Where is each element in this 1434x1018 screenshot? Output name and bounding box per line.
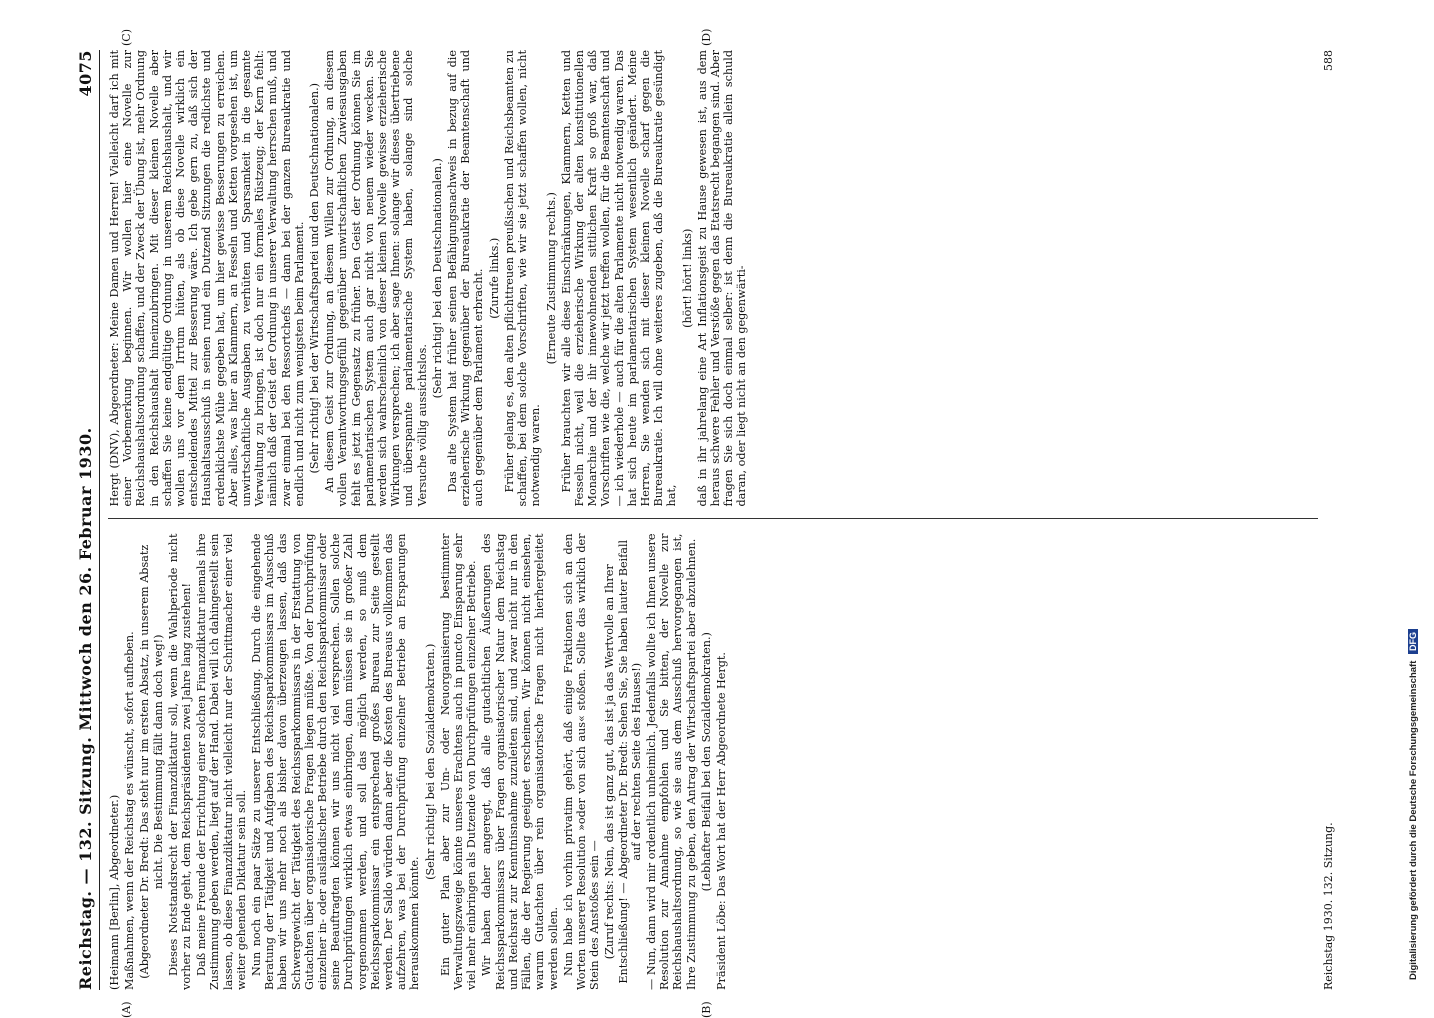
paragraph: Früher brauchten wir alle diese Einschränkungen, Klammern, Ketten und Fesseln nicht, weil die erzieherische Wirkung der alten konstitutionellen Monarchie und der ihr innewohnenden sittlichen Kraft so groß war, daß Vorschriften wie die, welche wir jetzt treffen wollen, für die Beamtenschaft und — ich wiederhole — auch für die alten Parlamente nicht notwendig waren. Das hat sich heute im parlamentarischen System wesentlich geändert. Meine Herren, Sie wenden sich mit dieser kleinen Novelle scharf gegen die Bureaukratie. Ich will ohne weiteres zugeben, daß die Bureaukratie gesündigt hat, bbox=[559, 50, 679, 507]
paragraph: (Abgeordneter Dr. Bredt: Das steht nur im ersten Absatz, in unserem Absatz nicht. Die Bestimmung fällt dann doch weg!) bbox=[138, 544, 165, 979]
paragraph: (Lebhafter Beifall bei den Sozialdemokraten.) bbox=[699, 632, 713, 892]
page-number: 4075 bbox=[76, 50, 95, 97]
paragraph: Daß meine Freunde der Errichtung einer solchen Finanzdiktatur niemals ihre Zustimmung geben werden, liegt auf der Hand. Dabei will ich dahingestellt sein lassen, ob diese Finanzdiktatur nicht vielleicht nur der Schrittmacher einer viel weiter gehenden Diktatur sein soll. bbox=[195, 533, 248, 990]
paragraph: Nun noch ein paar Sätze zu unserer Entschließung. Durch die eingehende Beratung der Tätigkeit und Aufgaben des Reichssparkommissars im Ausschuß haben wir uns mehr noch als bisher davon überzeugen lassen, daß das Schwergewicht der Tätigkeit des Reichssparkommissars in der Erstattung von Gutachten über organisatorische Fragen liegen müßte. Von der Durchprüfung einzelner in- oder ausländischer Betriebe durch den Reichssparkommissar oder seine Beauftragten können wir uns nicht viel versprechen. Sollen solche Durchprüfungen wirklich etwas einbringen, dann müssen sie in großer Zahl vorgenommen werden, und soll das möglich werden, so muß dem Reichssparkommissar ein entsprechend großes Bureau zur Seite gestellt werden. Der Saldo würden dann aber die Kosten des Bureaus vollkommen das aufzehren, was bei der Durchprüfung einzelner Betriebe an Ersparungen herauskommen könnte. bbox=[250, 533, 422, 990]
header-title: Reichstag. — 132. Sitzung. Mittwoch den 26. Februar 1930. bbox=[76, 427, 95, 990]
page-footer bbox=[1322, 50, 1335, 990]
paragraph: Ein guter Plan aber zur Um- oder Neuorganisierung bestimmter Verwaltungszweige könnte unseres Erachtens auch in puncto Einsparung sehr viel mehr einbringen als Dutzende von Durchprüfungen einzelner Betriebe. bbox=[438, 533, 479, 990]
left-column bbox=[108, 534, 1318, 991]
margin-marker-d: (D) bbox=[700, 28, 713, 46]
paragraph: Wir haben daher angeregt, daß alle gutachtlichen Äußerungen des Reichssparkommissars über Fragen organisatorischer Natur dem Reichstag und Reichsrat zur Kenntnisnahme zuzuleiten sind, und zwar nicht nur in den Fällen, die der Regierung geeignet erscheinen. Wir können nicht einsehen, warum Gutachten über rein organisatorische Fragen nicht hierhergeleitet werden sollen. bbox=[480, 533, 560, 990]
paragraph: An diesem Geist zur Ordnung, an diesem Willen zur Ordnung, an diesem vollen Verantwortungsgefühl gegenüber unwirtschaftlichen Zuwiesausgaben fehlt es jetzt im Gegensatz zu früher. Den Geist der Ordnung können Sie im parlamentarischen System auch gar nicht von neuem wieder wecken. Sie werden sich wahrscheinlich von dieser kleinen Novelle gewisse erzieherische Wirkungen versprechen; ich aber sage Ihnen: solange wir dieses übertriebene und überspannte parlamentarische System haben, solange sind solche Versuche völlig aussichtslos. bbox=[323, 50, 429, 507]
paragraph: daß in ihr jahrelang eine Art Inflationsgeist zu Hause gewesen ist, aus dem heraus schwere Fehler und Verstöße gegen das Etatsrecht begangen sind. Aber fragen Sie sich doch einmal selber: ist denn die Bureaukratie allein schuld daran, oder liegt nicht an den gegenwärti- bbox=[695, 50, 749, 507]
paragraph: (Erneute Zustimmung rechts.) bbox=[544, 192, 558, 365]
footer-left: Reichstag 1930. 132. Sitzung. bbox=[1322, 822, 1335, 990]
paragraph: (hört! hört! links) bbox=[680, 228, 694, 328]
paragraph: Früher gelang es, den alten pflichttreuen preußischen und Reichsbeamten zu schaffen, bei dem solche Vorschriften, wie wir sie jetzt schaffen wollen, nicht notwendig waren. bbox=[502, 50, 543, 507]
margin-marker-a: (A) bbox=[120, 1001, 133, 1018]
rotated-document-page bbox=[60, 28, 1400, 1018]
paragraph: (Sehr richtig! bei der Wirtschaftspartei und den Deutschnationalen.) bbox=[308, 82, 322, 474]
margin-marker-c: (C) bbox=[120, 29, 133, 46]
paragraph: — Nun, dann wird mir ordentlich unheimlich. Jedenfalls wollte ich Ihnen unsere Resolution zur Annahme empfohlen und Sie bitten, der Novelle zur Reichshaushaltsordnung, so wie sie aus dem Ausschuß hervorgegangen ist, Ihre Zustimmung zu geben, den Antrag der Wirtschaftspartei aber abzulehnen. bbox=[644, 533, 698, 990]
footer-sheet-number: 588 bbox=[1322, 50, 1335, 71]
paragraph: Nun habe ich vorhin privatim gehört, daß einige Fraktionen sich an den Worten unserer Resolution »oder von sich aus« stoßen. Sollte das wirklich der Stein des Anstoßes sein — bbox=[561, 533, 602, 990]
text-columns bbox=[108, 50, 1318, 990]
paragraph: Dieses Notstandsrecht der Finanzdiktatur soll, wenn die Wahlperiode nicht vorher zu Ende geht, dem Reichspräsidenten zwei Jahre lang zustehen! bbox=[166, 533, 194, 990]
right-column bbox=[108, 50, 1318, 520]
funding-note bbox=[1408, 20, 1434, 980]
funding-text: Digitalisierung gefördert durch die Deutsche Forschungsgemeinschaft bbox=[1408, 660, 1419, 980]
page-header bbox=[60, 50, 100, 990]
paragraph: (Sehr richtig! bei den Sozialdemokraten.) bbox=[423, 643, 437, 880]
paragraph: Maßnahmen, wenn der Reichstag es wünscht, sofort aufheben. bbox=[123, 631, 137, 990]
margin-marker-b: (B) bbox=[700, 1001, 713, 1018]
paragraph: (Zuruf rechts: Nein, das ist ganz gut, das ist ja das Wertvolle an Ihrer Entschließung! — Abgeordneter Dr. Bredt: Sehen Sie, Sie haben lauter Beifall auf der rechten Seite des Hauses!) bbox=[603, 539, 643, 984]
paragraph: Präsident Löbe: Das Wort hat der Herr Abgeordnete Hergt. bbox=[714, 652, 728, 990]
paragraph: (Sehr richtig! bei den Deutschnationalen.) bbox=[430, 158, 444, 399]
paragraph: Das alte System hat früher seinen Befähigungsnachweis in bezug auf die erzieherische Wirkung gegenüber der Bureaukratie der Beamtenschaft und auch gegenüber dem Parlament erbracht. bbox=[446, 50, 486, 507]
paragraph: Hergt (DNV), Abgeordneter: Meine Damen und Herren! Vielleicht darf ich mit einer Vorbemerkung beginnen. Wir wollen hier eine Novelle zur Reichshaushaltsordnung schaffen, und der Zweck der Übung ist, mehr Ordnung in den Reichshaushalt hineinzubringen. Mit dieser kleinen Novelle aber schaffen Sie keine endgültige Ordnung in unserem Reichshaushalt, und wir wollen uns vor dem Irrtum hüten, als ob diese Novelle wirklich ein entscheidendes Mittel zur Besserung wäre. Ich gebe gern zu, daß sich der Haushaltsausschuß in seinen rund ein Dutzend Sitzungen die redlichste und erdenklichste Mühe gegeben hat, um hier gewisse Besserungen zu erreichen. Aber alles, was hier an Klammern, an Fesseln und Ketten vorgesehen ist, um unwirtschaftliche Ausgaben zu verhüten und Sparsamkeit in die gesamte Verwaltung zu bringen, ist doch nur ein formales Rüstzeug; der Kern fehlt: nämlich daß der Geist der Ordnung in unserer Verwaltung herrschen muß, und zwar einmal bei den Ressortchefs — dann bei der ganzen Bureaukratie und endlich und nicht zum wenigsten beim Parlament. bbox=[108, 50, 306, 507]
dfg-logo: DFG bbox=[1408, 629, 1418, 654]
paragraph: (Zurufe links.) bbox=[487, 237, 501, 319]
paragraph: (Heimann [Berlin], Abgeordneter.) bbox=[108, 794, 121, 990]
